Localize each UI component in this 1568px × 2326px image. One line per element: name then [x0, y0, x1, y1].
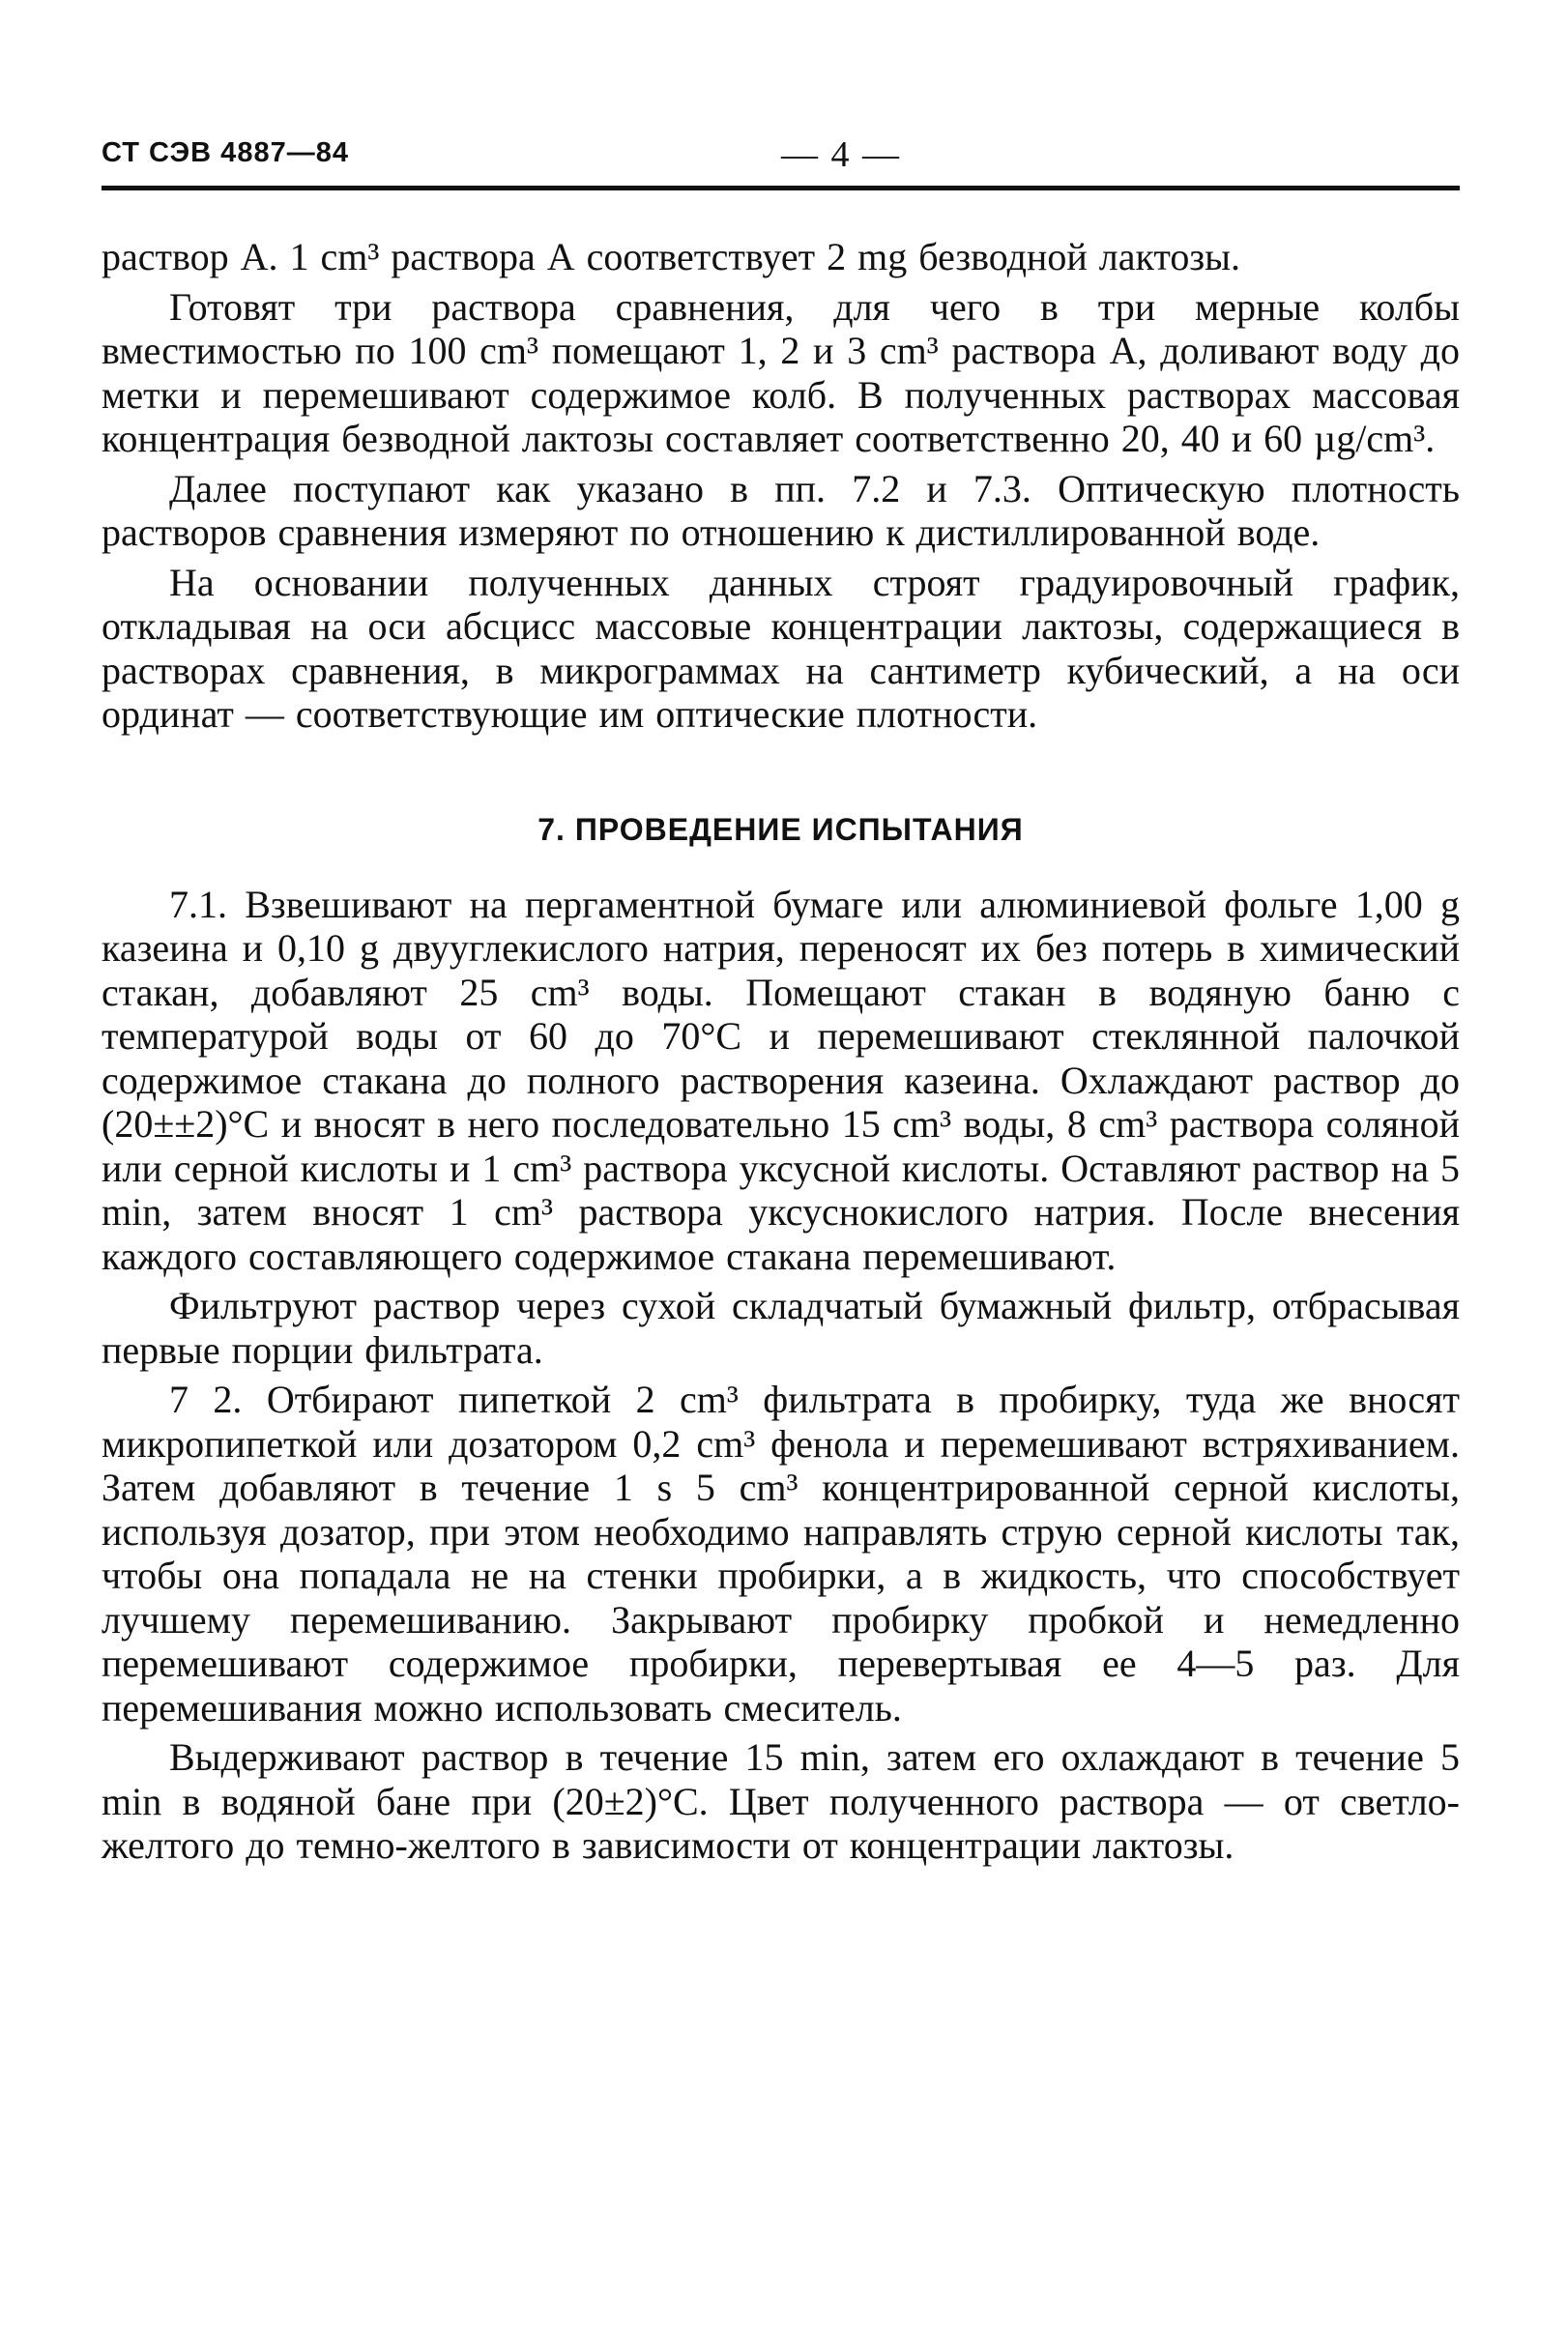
- paragraph-filtering: Фильтруют раствор через сухой складчатый бумажный фильтр, отбрасывая первые порции фильтрата.: [102, 1284, 1460, 1372]
- header-rule: [102, 186, 1460, 190]
- paragraph-7-2: 7 2. Отбирают пипеткой 2 cm³ фильтрата в пробирку, туда же вносят микропипеткой или дозатором 0,2 cm³ фенола и перемешивают встряхиванием. Затем добавляют в течение 1 s 5 cm³ концентрированной серной кислоты, используя дозатор, при этом необходимо направлять струю серной кислоты так, чтобы она попадала не на стенки пробирки, а в жидкость, что способствует лучшему перемешиванию. Закрывают пробирку пробкой и немедленно перемешивают содержимое пробирки, перевертывая ее 4—5 раз. Для перемешивания можно использовать смеситель.: [102, 1378, 1460, 1730]
- paragraph-optical-density: Далее поступают как указано в пп. 7.2 и 7.3. Оптическую плотность растворов сравнения измеряют по отношению к дистиллированной воде.: [102, 466, 1460, 554]
- paragraph-continuation: раствор А. 1 cm³ раствора А соответствует 2 mg безводной лактозы.: [102, 235, 1240, 278]
- paragraph-calibration-graph: На основании полученных данных строят градуировочный график, откладывая на оси абсцисс массовые концентрации лактозы, содержащиеся в растворах сравнения, в микрограммах на сантиметр кубический, а на оси ординат — соответствующие им оптические плотности.: [102, 560, 1460, 736]
- paragraph-reference-solutions: Готовят три раствора сравнения, для чего в три мерные колбы вместимостью по 100 cm³ помещают 1, 2 и 3 cm³ раствора А, доливают воду до метки и перемешивают содержимое колб. В полученных растворах массовая концентрация безводной лактозы составляет соответственно 20, 40 и 60 µg/cm³.: [102, 284, 1460, 460]
- page-header: [102, 133, 1460, 182]
- paragraph-7-1: 7.1. Взвешивают на пергаментной бумаге или алюминиевой фольге 1,00 g казеина и 0,10 g двууглекислого натрия, переносят их без потерь в химический стакан, добавляют 25 cm³ воды. Помещают стакан в водяную баню с температурой воды от 60 до 70°С и перемешивают стеклянной палочкой содержимое стакана до полного растворения казеина. Охлаждают раствор до (20±±2)°С и вносят в него последовательно 15 cm³ воды, 8 cm³ раствора соляной или серной кислоты и 1 cm³ раствора уксусной кислоты. Оставляют раствор на 5 min, затем вносят 1 cm³ раствора уксуснокислого натрия. После внесения каждого составляющего содержимое стакана перемешивают.: [102, 882, 1460, 1278]
- standard-id: СТ СЭВ 4887—84: [102, 137, 349, 168]
- paragraph-cooling: Выдерживают раствор в течение 15 min, затем его охлаждают в течение 5 min в водяной бане при (20±2)°С. Цвет полученного раствора — от светло-желтого до темно-желтого в зависимости от концентрации лактозы.: [102, 1735, 1460, 1867]
- section-heading: 7. ПРОВЕДЕНИЕ ИСПЫТАНИЯ: [537, 811, 1024, 847]
- body-text: [102, 235, 1460, 1874]
- page-number: — 4 —: [781, 134, 901, 175]
